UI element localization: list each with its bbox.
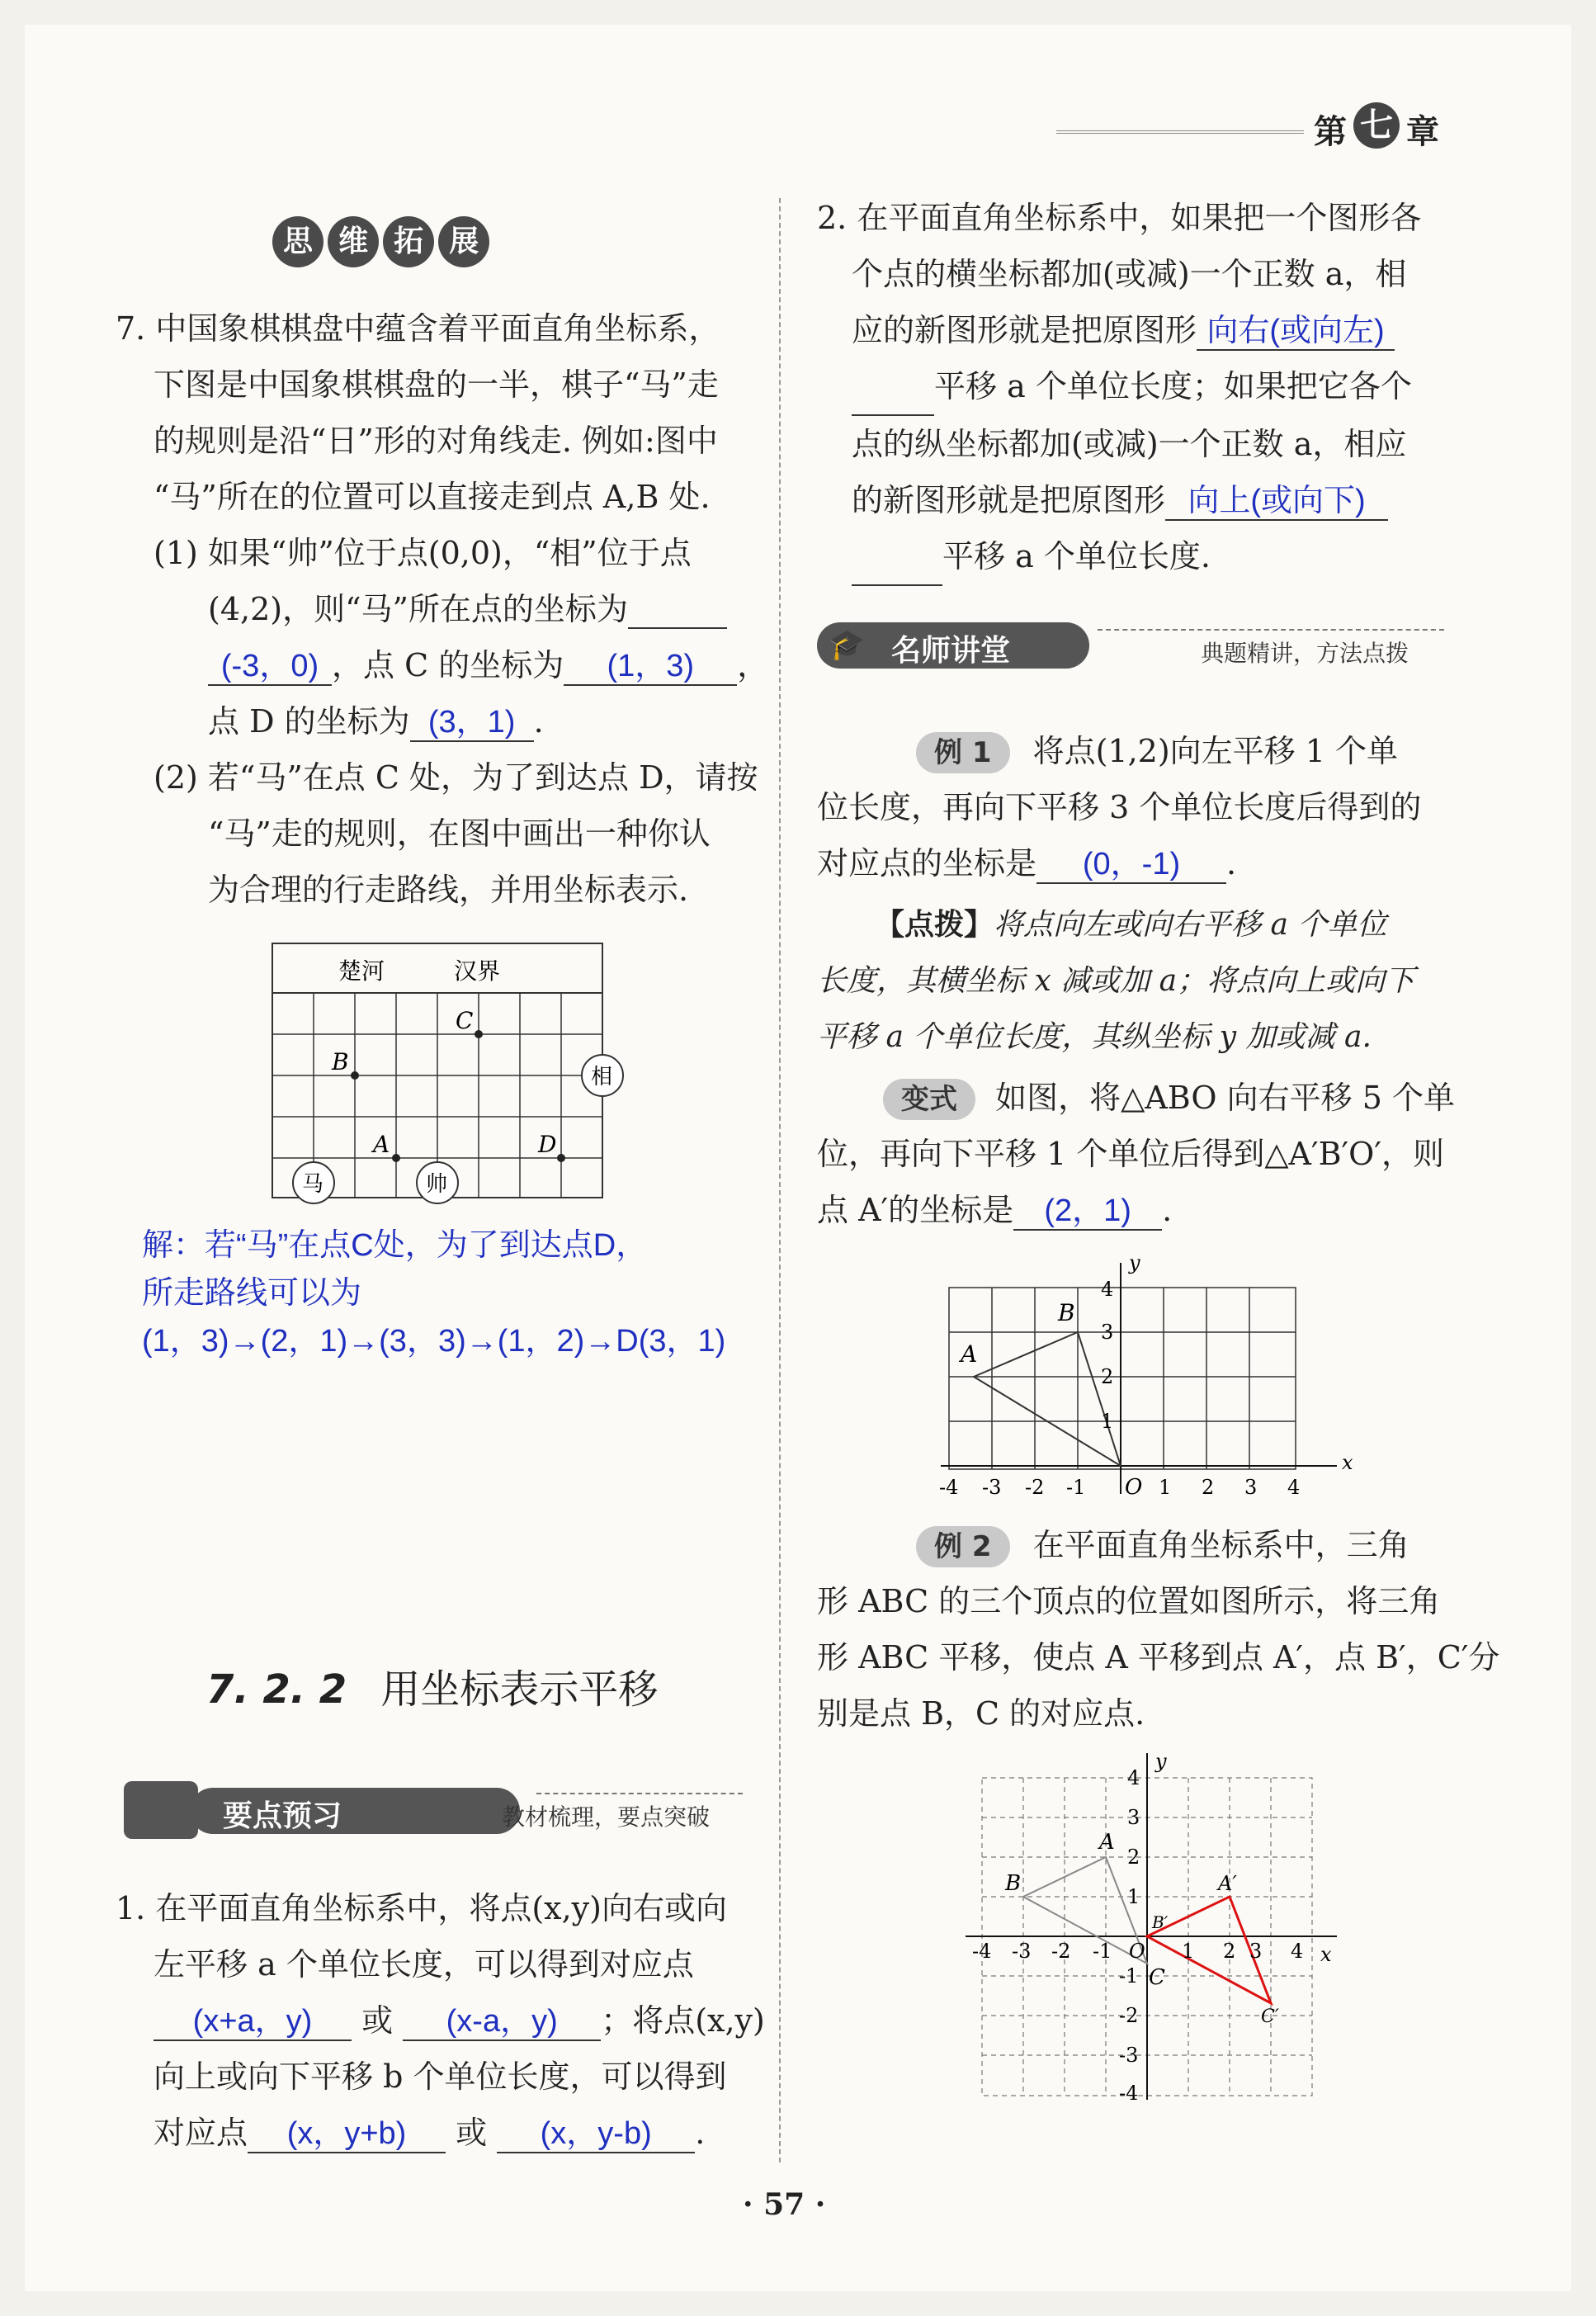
var-text: 点 A′的坐标是: [817, 1192, 1014, 1228]
piece-shuai-label: 帅: [426, 1172, 448, 1197]
label-a-prime: A′: [1218, 1872, 1237, 1895]
answer-down: (x，y-b): [497, 2115, 695, 2153]
triangle-abo: [974, 1332, 1121, 1466]
var-text: 如图，将△ABO 向右平移 5 个单: [995, 1080, 1455, 1116]
item1-line: 左平移 a 个单位长度，可以得到对应点: [153, 1946, 694, 1983]
x-tick: 4: [1291, 1940, 1304, 1963]
label-b-prime: B′: [1152, 1912, 1169, 1932]
preview-header: [124, 1781, 743, 1839]
section-title: [206, 1657, 658, 1714]
answer-blank: [852, 358, 934, 416]
page-number: · 57 ·: [743, 2187, 826, 2222]
answer-right: (x+a，y): [153, 2003, 352, 2041]
label-b: B: [1058, 1299, 1075, 1326]
preview-rule: [536, 1793, 743, 1794]
badge-char: 展: [438, 216, 489, 267]
tip-line: 长度，其横坐标 x 减或加 a；将点向上或向下: [817, 964, 1415, 998]
solution-line: (1，3)→(2，1)→(3，3)→(1，2)→D(3，1): [142, 1324, 726, 1359]
ex1-line: 位长度，再向下平移 3 个单位长度后得到的: [817, 789, 1422, 825]
preview-title-bar: [190, 1788, 520, 1834]
item2-line: [817, 528, 1421, 586]
ex1-line: 对应点的坐标是 (0，-1) .: [817, 835, 1421, 891]
origin-label: O: [1125, 1475, 1143, 1500]
label-a: A: [373, 1131, 390, 1158]
y-tick: -4: [1119, 2082, 1139, 2105]
q7-part1-text: ，点 C 的坐标为: [332, 647, 564, 683]
graph-1: [924, 1246, 1370, 1510]
label-c: C: [1149, 1965, 1165, 1990]
point-b: [351, 1071, 359, 1080]
x-tick: -4: [939, 1476, 959, 1499]
answer-blank: [852, 528, 942, 586]
teacher-header: [817, 617, 1444, 675]
badge-char: 拓: [383, 216, 434, 267]
q7-part2-line: 为合理的行走路线，并用坐标表示.: [208, 872, 689, 908]
item2-text: 平移 a 个单位长度；如果把它各个: [934, 368, 1412, 404]
answer-up: (x，y+b): [248, 2115, 446, 2153]
ex1-text: 对应点的坐标是: [817, 845, 1037, 881]
ex2-text: 在平面直角坐标系中，三角: [1032, 1527, 1409, 1563]
x-tick: -3: [1012, 1940, 1032, 1963]
item2-text: 的新图形就是把原图形: [852, 482, 1166, 518]
tip-line: [817, 896, 1414, 953]
ex2-line: [817, 1517, 1499, 1573]
ex2-line: 形 ABC 平移，使点 A 平移到点 A′，点 B′，C′分: [817, 1639, 1500, 1676]
y-tick: 1: [1101, 1410, 1114, 1433]
teacher-subtitle: 典题精讲，方法点拨: [1201, 640, 1409, 667]
y-tick: -2: [1119, 2004, 1139, 2027]
teacher-rule: [1098, 629, 1444, 631]
answer-ex1: (0，-1): [1036, 846, 1226, 884]
ex1-text: 将点(1,2)向左平移 1 个单: [1032, 733, 1399, 769]
item1-text: ；将点(x,y): [601, 2002, 765, 2039]
label-a: A: [1099, 1830, 1115, 1855]
graph-2: [957, 1745, 1353, 2108]
section-name: 用坐标表示平移: [380, 1666, 659, 1713]
label-b: B: [1005, 1871, 1022, 1896]
q7-part2-line: (2) 若“马”在点 C 处，为了到达点 D，请按: [153, 759, 758, 796]
item2-text: 平移 a 个单位长度.: [942, 538, 1211, 574]
x-tick: 1: [1159, 1476, 1172, 1499]
item-1: [116, 1880, 765, 2161]
y-axis-label: y: [1155, 1750, 1167, 1773]
item2-line: 点的纵坐标都加(或减)一个正数 a，相应: [852, 426, 1407, 462]
x-tick: 2: [1202, 1476, 1215, 1499]
tip-text: 将点向左或向右平移 a 个单位: [994, 908, 1387, 942]
x-tick: 2: [1223, 1940, 1236, 1963]
item2-text: 应的新图形就是把原图形: [852, 312, 1197, 348]
item1-text: 对应点: [153, 2115, 248, 2151]
teacher-title-bar: [817, 622, 1089, 669]
var-badge: 变式: [883, 1079, 975, 1120]
x-tick: 3: [1244, 1476, 1258, 1499]
piece-ma-label: 马: [302, 1172, 324, 1197]
item1-line: 向上或向下平移 b 个单位长度，可以得到: [153, 2058, 727, 2095]
item1-line: [116, 1992, 765, 2049]
variant: [817, 1070, 1455, 1238]
origin-label: O: [1129, 1940, 1145, 1963]
column-divider: [779, 198, 781, 2162]
header-rule: [1056, 130, 1304, 134]
tip-line: 平移 a 个单位长度，其纵坐标 y 加或减 a.: [817, 1020, 1372, 1054]
y-tick: 4: [1101, 1278, 1114, 1301]
var-line: [817, 1070, 1455, 1126]
x-tick: 3: [1249, 1940, 1263, 1963]
x-tick: -4: [972, 1940, 992, 1963]
item1-line: 1. 在平面直角坐标系中，将点(x,y)向右或向: [116, 1890, 727, 1926]
var-line: 点 A′的坐标是 (2，1) .: [817, 1182, 1455, 1238]
answer-c: (1，3): [564, 648, 737, 686]
ex1-badge: 例 1: [916, 732, 1010, 773]
chapter-header: [1056, 106, 1461, 155]
example-1: [817, 723, 1421, 891]
answer-var: (2，1): [1013, 1193, 1162, 1231]
or-text: 或: [361, 2002, 394, 2039]
chapter-prefix: 第: [1314, 113, 1347, 151]
item1-line: 对应点 (x，y+b) 或 (x，y-b) .: [116, 2105, 765, 2161]
q7-line: 的规则是沿“日”形的对角线走. 例如:图中: [153, 423, 718, 459]
thinking-expansion-badge: [272, 216, 489, 267]
answer-ma: (-3，0): [208, 648, 332, 686]
y-tick: -1: [1119, 1964, 1139, 1988]
x-tick: -1: [1093, 1940, 1112, 1963]
answer-horizontal: 向右(或向左): [1197, 313, 1395, 351]
ex1-line: [817, 723, 1421, 779]
y-tick: 2: [1127, 1846, 1140, 1869]
book-icon: [124, 1781, 198, 1839]
y-tick: 2: [1101, 1365, 1114, 1388]
x-axis-label: x: [1342, 1451, 1353, 1474]
preview-subtitle: 教材梳理，要点突破: [502, 1803, 711, 1831]
x-tick: -1: [1066, 1476, 1086, 1499]
ex2-line: 别是点 B，C 的对应点.: [817, 1695, 1145, 1732]
ex2-line: 形 ABC 的三个顶点的位置如图所示，将三角: [817, 1583, 1441, 1619]
piece-xiang-label: 相: [591, 1065, 613, 1089]
tip-tag: 【点拨】: [875, 907, 994, 942]
x-tick: -2: [1051, 1940, 1071, 1963]
solution: [142, 1222, 725, 1365]
teacher-title: 名师讲堂: [891, 634, 1011, 668]
solution-line: 解：若“马”在点C处，为了到达点D，: [142, 1228, 648, 1263]
badge-char: 维: [328, 216, 379, 267]
label-c: C: [456, 1007, 474, 1034]
q7-part1-text: 点 D 的坐标为: [208, 703, 410, 740]
y-tick: 3: [1127, 1806, 1140, 1829]
point-c: [475, 1030, 483, 1038]
label-b: B: [332, 1048, 349, 1075]
solution-line: 所走路线可以为: [142, 1276, 362, 1311]
var-line: 位，再向下平移 1 个单位后得到△A′B′O′，则: [817, 1136, 1444, 1172]
y-tick: -3: [1119, 2044, 1139, 2067]
question-7: [116, 300, 768, 918]
label-c-prime: C′: [1261, 2006, 1279, 2027]
item2-line: [817, 302, 1421, 358]
x-tick: -2: [1025, 1476, 1045, 1499]
q7-part1-line: [116, 581, 768, 637]
answer-left: (x-a，y): [403, 2003, 601, 2041]
q7-line: 下图是中国象棋棋盘的一半，棋子“马”走: [153, 366, 719, 403]
or-text: 或: [456, 2115, 488, 2151]
point-a: [392, 1154, 400, 1162]
chess-board: [264, 939, 627, 1212]
river-right-label: 汉界: [454, 957, 501, 985]
river-left-label: 楚河: [338, 957, 385, 985]
y-tick: 4: [1127, 1766, 1140, 1789]
q7-part1-line: 点 D 的坐标为 (3，1) .: [116, 693, 768, 749]
q7-line: “马”所在的位置可以直接走到点 A,B 处.: [153, 479, 711, 515]
answer-blank: [628, 591, 727, 629]
q7-line: 7. 中国象棋棋盘中蕴含着平面直角坐标系，: [116, 310, 720, 347]
chapter-number: 七: [1353, 102, 1400, 149]
example-2: [817, 1517, 1499, 1742]
x-tick: -3: [982, 1476, 1002, 1499]
badge-char: 思: [272, 216, 323, 267]
q7-part1-line: (1) 如果“帅”位于点(0,0)，“相”位于点: [153, 535, 692, 571]
item-2: [817, 190, 1421, 586]
answer-d: (3，1): [410, 704, 534, 742]
y-tick: 1: [1127, 1885, 1140, 1908]
item2-line: 个点的横坐标都加(或减)一个正数 a，相: [852, 256, 1407, 292]
ex2-badge: 例 2: [916, 1526, 1010, 1567]
item2-line: 2. 在平面直角坐标系中，如果把一个图形各: [817, 200, 1422, 236]
item2-line: [817, 472, 1421, 528]
q7-part1-text: (4,2)，则“马”所在点的坐标为: [208, 591, 628, 627]
preview-title: 要点预习: [223, 1799, 342, 1833]
chapter-suffix: 章: [1406, 113, 1439, 151]
x-axis-label: x: [1320, 1943, 1332, 1966]
graduation-cap-icon: 🎓: [829, 628, 866, 662]
y-axis-label: y: [1129, 1251, 1140, 1274]
q7-part1-line: (-3，0) ，点 C 的坐标为 (1，3) ，: [116, 637, 768, 693]
x-tick: 1: [1182, 1940, 1195, 1963]
answer-vertical: 向上(或向下): [1165, 483, 1388, 521]
tip: [817, 896, 1414, 1066]
point-d: [557, 1154, 565, 1162]
q7-part2-line: “马”走的规则，在图中画出一种你认: [208, 815, 711, 852]
label-d: D: [538, 1131, 557, 1158]
x-tick: 4: [1287, 1476, 1301, 1499]
item2-line: [817, 358, 1421, 416]
section-number: 7. 2. 2: [206, 1666, 347, 1713]
label-a: A: [961, 1340, 978, 1368]
y-tick: 3: [1101, 1321, 1114, 1344]
